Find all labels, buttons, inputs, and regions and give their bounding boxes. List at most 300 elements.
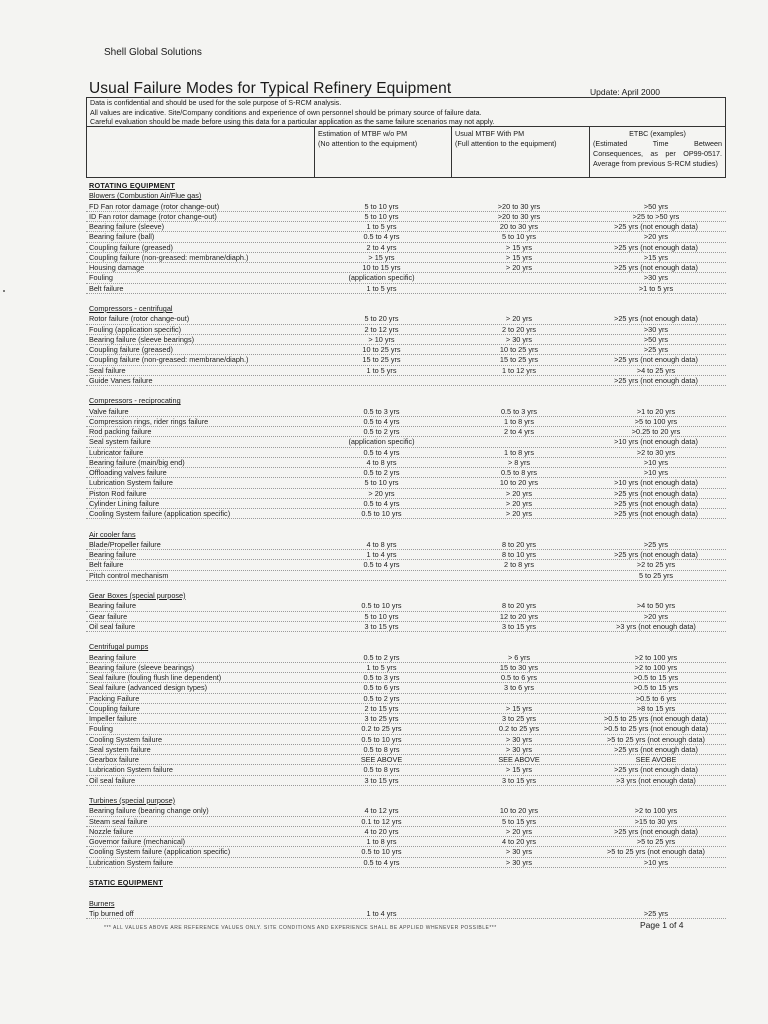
failure-mode-cell: Belt failure (89, 560, 124, 570)
mtbf-no-pm-cell: 15 to 25 yrs (362, 355, 401, 365)
mtbf-no-pm-cell: 5 to 20 yrs (364, 314, 399, 324)
header-etbc (589, 127, 725, 177)
failure-mode-cell: Seal failure (fouling flush line dependent) (89, 673, 222, 682)
etbc-cell: >5 to 25 yrs (not enough data) (607, 847, 705, 857)
mtbf-pm-cell: 3 to 15 yrs (501, 775, 537, 785)
mtbf-pm-cell: > 20 yrs (505, 826, 533, 836)
etbc-cell: >25 yrs (not enough data) (614, 222, 698, 231)
table-row (86, 858, 726, 868)
table-row (86, 683, 726, 693)
failure-mode-cell: Rod packing failure (89, 427, 152, 436)
mtbf-no-pm-cell: 1 to 4 yrs (366, 908, 397, 918)
failure-mode-cell: Piston Rod failure (89, 488, 147, 498)
table-row (86, 735, 726, 745)
table-row (86, 243, 726, 253)
mtbf-pm-cell: >20 to 30 yrs (497, 211, 541, 221)
table-row (86, 663, 726, 673)
section-label: STATIC EQUIPMENT (89, 878, 163, 887)
mtbf-pm-cell: >20 to 30 yrs (497, 201, 541, 211)
table-row (86, 837, 726, 847)
failure-mode-cell: Lubrication System failure (89, 857, 173, 867)
header-subtitle: (Estimated Time Between Consequences, as per OP99-0517. Average from previous S-RCM studies) (593, 139, 722, 168)
failure-mode-cell: Coupling failure (non-greased: membrane/diaph.) (89, 355, 249, 365)
group-label: Air cooler fans (89, 529, 136, 539)
mtbf-no-pm-cell: (application specific) (348, 437, 415, 447)
etbc-cell: >25 yrs (not enough data) (614, 242, 698, 252)
etbc-cell: >10 yrs (643, 468, 669, 477)
mtbf-no-pm-cell: 0.5 to 2 yrs (363, 468, 400, 477)
table-row (86, 366, 726, 376)
etbc-cell: >8 to 15 yrs (636, 703, 676, 713)
etbc-cell: >4 to 25 yrs (636, 365, 676, 375)
etbc-cell: >25 yrs (not enough data) (614, 498, 698, 508)
mtbf-pm-cell: 4 to 20 yrs (501, 837, 537, 846)
mtbf-no-pm-cell: 0.2 to 25 yrs (361, 724, 402, 734)
mtbf-no-pm-cell: 2 to 4 yrs (366, 242, 397, 252)
etbc-cell: >30 yrs (643, 273, 669, 283)
etbc-cell: >1 to 20 yrs (636, 406, 676, 416)
etbc-cell: >50 yrs (643, 334, 669, 344)
table-row (86, 417, 726, 427)
failure-mode-cell: Bearing failure (89, 652, 137, 662)
failure-mode-cell: Tip burned off (89, 908, 134, 918)
failure-mode-cell: Bearing failure (sleeve) (89, 222, 165, 231)
scan-speck (3, 290, 5, 292)
table-row (86, 458, 726, 468)
table-header (86, 126, 726, 178)
mtbf-no-pm-cell: 0.5 to 4 yrs (363, 232, 400, 242)
group-heading (86, 796, 726, 806)
table-row (86, 694, 726, 704)
mtbf-no-pm-cell: 0.5 to 8 yrs (363, 765, 400, 775)
disclaimer-line: Data is confidential and should be used for the sole purpose of S-RCM analysis. (90, 99, 342, 107)
table-row (86, 909, 726, 919)
etbc-cell: >50 yrs (643, 201, 669, 211)
table-row (86, 612, 726, 622)
mtbf-no-pm-cell: > 20 yrs (368, 488, 395, 498)
mtbf-no-pm-cell: 1 to 8 yrs (366, 837, 397, 846)
failure-mode-cell: Valve failure (89, 406, 129, 416)
table-row (86, 765, 726, 775)
header-subtitle: (Full attention to the equipment) (455, 139, 557, 148)
failure-mode-cell: Seal system failure (89, 437, 151, 447)
table-row (86, 724, 726, 734)
table-row (86, 550, 726, 560)
failure-mode-cell: Blade/Propeller failure (89, 539, 161, 549)
section-heading (86, 181, 726, 191)
etbc-cell: >0.5 to 15 yrs (633, 683, 679, 693)
mtbf-no-pm-cell: 0.5 to 2 yrs (363, 427, 400, 436)
mtbf-no-pm-cell: 4 to 8 yrs (366, 457, 397, 467)
table-row (86, 704, 726, 714)
failure-mode-cell: Cooling System failure (application specific) (89, 847, 231, 857)
mtbf-no-pm-cell: 2 to 15 yrs (364, 703, 399, 713)
mtbf-pm-cell: 15 to 30 yrs (499, 662, 539, 672)
spacer-row (86, 294, 726, 304)
mtbf-no-pm-cell: 0.5 to 6 yrs (363, 683, 400, 693)
mtbf-pm-cell: 8 to 10 yrs (501, 550, 537, 559)
etbc-cell: 5 to 25 yrs (638, 570, 674, 580)
group-heading (86, 191, 726, 201)
failure-mode-cell: Oil seal failure (89, 621, 136, 631)
table-row (86, 509, 726, 519)
etbc-cell: >25 yrs (not enough data) (614, 375, 698, 385)
etbc-cell: >25 yrs (not enough data) (614, 355, 698, 365)
disclaimer-notes (86, 97, 726, 128)
etbc-cell: >10 yrs (not enough data) (614, 478, 698, 488)
mtbf-pm-cell: 1 to 8 yrs (503, 447, 534, 457)
etbc-cell: >2 to 100 yrs (634, 652, 678, 662)
mtbf-pm-cell: 8 to 20 yrs (501, 601, 537, 611)
header-mtbf-pm (451, 127, 589, 177)
group-heading (86, 304, 726, 314)
mtbf-no-pm-cell: 0.5 to 4 yrs (363, 857, 400, 867)
mtbf-no-pm-cell: 5 to 10 yrs (364, 201, 399, 211)
etbc-cell: >25 yrs (not enough data) (614, 509, 698, 518)
failure-mode-cell: Seal system failure (89, 744, 151, 754)
table-row (86, 755, 726, 765)
mtbf-no-pm-cell: 0.5 to 10 yrs (361, 509, 402, 518)
mtbf-no-pm-cell: 1 to 4 yrs (366, 550, 397, 559)
mtbf-no-pm-cell: 1 to 5 yrs (366, 365, 397, 375)
mtbf-pm-cell: > 30 yrs (505, 857, 533, 867)
mtbf-pm-cell: 12 to 20 yrs (499, 611, 539, 621)
failure-modes-table (86, 181, 726, 919)
group-heading (86, 530, 726, 540)
mtbf-no-pm-cell: 0.5 to 4 yrs (363, 447, 400, 457)
etbc-cell: >4 to 50 yrs (636, 601, 676, 611)
table-row (86, 212, 726, 222)
etbc-cell: SEE AVOBE (635, 755, 677, 764)
table-row (86, 376, 726, 386)
mtbf-pm-cell: 0.5 to 8 yrs (500, 468, 538, 477)
mtbf-pm-cell: 0.5 to 6 yrs (500, 673, 538, 682)
header-title: Estimation of MTBF w/o PM (318, 129, 408, 138)
mtbf-pm-cell: 2 to 20 yrs (501, 324, 537, 334)
failure-mode-cell: Steam seal failure (89, 816, 148, 826)
table-row (86, 202, 726, 212)
etbc-cell: >25 yrs (643, 345, 669, 354)
etbc-cell: >10 yrs (643, 857, 669, 867)
etbc-cell: >5 to 25 yrs (636, 837, 676, 846)
etbc-cell: >2 to 25 yrs (636, 560, 676, 570)
etbc-cell: >5 to 25 yrs (not enough data) (607, 734, 705, 744)
mtbf-pm-cell: > 20 yrs (505, 488, 533, 498)
failure-mode-cell: Packing Failure (89, 693, 140, 703)
spacer-row (86, 519, 726, 529)
mtbf-no-pm-cell: 1 to 5 yrs (366, 662, 397, 672)
mtbf-pm-cell: SEE ABOVE (498, 755, 540, 764)
group-heading (86, 899, 726, 909)
failure-mode-cell: Seal failure (89, 365, 126, 375)
group-label: Compressors - centrifugal (89, 304, 173, 313)
mtbf-no-pm-cell: 10 to 15 yrs (362, 263, 401, 272)
failure-mode-cell: Bearing failure (89, 550, 137, 559)
etbc-cell: >25 yrs (643, 908, 669, 918)
table-row (86, 499, 726, 509)
mtbf-pm-cell: > 15 yrs (505, 765, 533, 775)
mtbf-no-pm-cell: SEE ABOVE (360, 755, 403, 764)
failure-mode-cell: Offloading valves failure (89, 468, 167, 477)
group-label: Blowers (Combustion Air/Flue gas) (89, 191, 202, 201)
spacer-row (86, 386, 726, 396)
etbc-cell: >2 to 100 yrs (634, 806, 678, 816)
group-label: Turbines (special purpose) (89, 796, 176, 805)
etbc-cell: >20 yrs (643, 611, 669, 621)
update-date: Update: April 2000 (590, 87, 660, 97)
mtbf-pm-cell: 5 to 10 yrs (501, 232, 537, 242)
mtbf-pm-cell: 10 to 20 yrs (499, 478, 539, 488)
failure-mode-cell: FD Fan rotor damage (rotor change-out) (89, 201, 220, 211)
failure-mode-cell: Coupling failure (89, 703, 140, 713)
group-heading (86, 591, 726, 601)
table-row (86, 653, 726, 663)
etbc-cell: >15 yrs (643, 252, 669, 262)
table-row (86, 817, 726, 827)
etbc-cell: >25 yrs (not enough data) (614, 744, 698, 754)
etbc-cell: >0.25 to 20 yrs (631, 427, 681, 436)
failure-mode-cell: Bearing failure (ball) (89, 232, 155, 242)
mtbf-no-pm-cell: 0.5 to 10 yrs (361, 734, 402, 744)
mtbf-pm-cell: 0.2 to 25 yrs (498, 724, 540, 734)
etbc-cell: >25 yrs (not enough data) (614, 314, 698, 324)
mtbf-pm-cell: > 20 yrs (505, 314, 533, 324)
failure-mode-cell: Coupling failure (non-greased: membrane/diaph.) (89, 252, 249, 262)
etbc-cell: >25 to >50 yrs (632, 211, 680, 221)
mtbf-pm-cell: > 20 yrs (505, 509, 533, 518)
table-row (86, 560, 726, 570)
mtbf-no-pm-cell: > 10 yrs (368, 334, 395, 344)
mtbf-no-pm-cell: 0.5 to 8 yrs (363, 744, 400, 754)
failure-mode-cell: Fouling (application specific) (89, 324, 182, 334)
mtbf-pm-cell: 2 to 8 yrs (503, 560, 534, 570)
etbc-cell: >2 to 30 yrs (636, 447, 676, 457)
mtbf-pm-cell: > 15 yrs (505, 252, 533, 262)
mtbf-no-pm-cell: 3 to 15 yrs (364, 621, 399, 631)
mtbf-no-pm-cell: 0.5 to 2 yrs (363, 652, 400, 662)
table-row (86, 478, 726, 488)
mtbf-no-pm-cell: 0.5 to 3 yrs (363, 673, 400, 682)
etbc-cell: >15 to 30 yrs (634, 816, 678, 826)
group-label: Centrifugal pumps (89, 642, 149, 652)
table-row (86, 263, 726, 273)
etbc-cell: >1 to 5 yrs (638, 283, 674, 293)
failure-mode-cell: Oil seal failure (89, 775, 136, 785)
etbc-cell: >0.5 to 15 yrs (633, 673, 679, 682)
mtbf-pm-cell: 5 to 15 yrs (501, 816, 537, 826)
mtbf-pm-cell: > 20 yrs (505, 263, 533, 272)
disclaimer-line: All values are indicative. Site/Company conditions and experience of own personnel should be primary source of failure data. (90, 108, 482, 117)
mtbf-no-pm-cell: > 15 yrs (368, 252, 395, 262)
mtbf-no-pm-cell: 5 to 10 yrs (364, 211, 399, 221)
etbc-cell: >25 yrs (not enough data) (614, 826, 698, 836)
mtbf-pm-cell: > 15 yrs (505, 242, 533, 252)
mtbf-pm-cell: > 30 yrs (505, 744, 533, 754)
mtbf-pm-cell: 1 to 8 yrs (503, 416, 534, 426)
failure-mode-cell: Fouling (89, 273, 113, 283)
table-row (86, 776, 726, 786)
mtbf-pm-cell: > 20 yrs (505, 498, 533, 508)
table-row (86, 448, 726, 458)
failure-mode-cell: Bearing failure (sleeve bearings) (89, 334, 195, 344)
mtbf-pm-cell: > 30 yrs (505, 334, 533, 344)
mtbf-no-pm-cell: 2 to 12 yrs (364, 324, 399, 334)
failure-mode-cell: Rotor failure (rotor change-out) (89, 314, 190, 324)
failure-mode-cell: Cooling System failure (application specific) (89, 509, 231, 518)
failure-mode-cell: Coupling failure (greased) (89, 345, 173, 354)
document-title: Usual Failure Modes for Typical Refinery Equipment (89, 80, 452, 97)
mtbf-no-pm-cell: 0.5 to 4 yrs (363, 560, 400, 570)
mtbf-no-pm-cell: 0.5 to 3 yrs (363, 406, 400, 416)
mtbf-pm-cell: 0.5 to 3 yrs (500, 406, 538, 416)
failure-mode-cell: Pitch control mechanism (89, 570, 169, 580)
mtbf-pm-cell: > 30 yrs (505, 734, 533, 744)
mtbf-pm-cell: 1 to 12 yrs (501, 365, 537, 375)
table-row (86, 345, 726, 355)
header-title: Usual MTBF With PM (455, 129, 525, 138)
etbc-cell: >0.5 to 6 yrs (635, 693, 677, 703)
table-row (86, 745, 726, 755)
etbc-cell: >25 yrs (not enough data) (614, 765, 698, 775)
etbc-cell: >5 to 100 yrs (634, 416, 678, 426)
mtbf-no-pm-cell: 4 to 20 yrs (364, 826, 399, 836)
mtbf-no-pm-cell: 1 to 5 yrs (366, 283, 397, 293)
table-row (86, 427, 726, 437)
spacer-row (86, 786, 726, 796)
mtbf-no-pm-cell: 4 to 8 yrs (366, 539, 397, 549)
failure-mode-cell: Lubrication System failure (89, 478, 173, 488)
mtbf-no-pm-cell: 0.5 to 2 yrs (363, 693, 400, 703)
mtbf-pm-cell: 3 to 6 yrs (503, 683, 534, 693)
spacer-row (86, 581, 726, 591)
table-row (86, 847, 726, 857)
mtbf-no-pm-cell: 0.1 to 12 yrs (361, 816, 402, 826)
table-row (86, 601, 726, 611)
failure-mode-cell: Impeller failure (89, 714, 137, 723)
table-row (86, 284, 726, 294)
section-heading (86, 878, 726, 888)
failure-mode-cell: Seal failure (advanced design types) (89, 683, 208, 693)
table-row (86, 407, 726, 417)
company-name: Shell Global Solutions (104, 47, 202, 58)
etbc-cell: >25 yrs (not enough data) (614, 550, 698, 559)
failure-mode-cell: Lubrication System failure (89, 765, 173, 775)
mtbf-no-pm-cell: 0.5 to 10 yrs (361, 601, 402, 611)
table-row (86, 622, 726, 632)
table-row (86, 253, 726, 263)
mtbf-pm-cell: 3 to 15 yrs (501, 621, 537, 631)
failure-mode-cell: Compression rings, rider rings failure (89, 416, 209, 426)
failure-mode-cell: Bearing failure (89, 601, 137, 611)
mtbf-no-pm-cell: 0.5 to 10 yrs (361, 847, 402, 857)
failure-mode-cell: Guide Vanes failure (89, 375, 153, 385)
table-row (86, 335, 726, 345)
table-row (86, 673, 726, 683)
mtbf-pm-cell: > 30 yrs (505, 847, 533, 857)
etbc-cell: >0.5 to 25 yrs (not enough data) (603, 724, 709, 734)
table-row (86, 540, 726, 550)
failure-mode-cell: Nozzle failure (89, 826, 134, 836)
table-row (86, 222, 726, 232)
failure-mode-cell: Bearing failure (bearing change only) (89, 806, 209, 816)
mtbf-no-pm-cell: 4 to 12 yrs (364, 806, 399, 816)
mtbf-pm-cell: > 8 yrs (507, 457, 531, 467)
failure-mode-cell: Fouling (89, 724, 113, 734)
failure-mode-cell: Coupling failure (greased) (89, 242, 173, 252)
mtbf-pm-cell: 10 to 20 yrs (499, 806, 539, 816)
group-label: Gear Boxes (special purpose) (89, 591, 186, 600)
mtbf-no-pm-cell: 3 to 25 yrs (364, 714, 399, 723)
mtbf-no-pm-cell: 5 to 10 yrs (364, 611, 399, 621)
mtbf-pm-cell: 15 to 25 yrs (499, 355, 539, 365)
etbc-cell: >10 yrs (643, 457, 669, 467)
etbc-cell: >25 yrs (643, 539, 669, 549)
failure-mode-cell: Belt failure (89, 283, 124, 293)
mtbf-pm-cell: > 6 yrs (507, 652, 531, 662)
table-row (86, 571, 726, 581)
table-row (86, 273, 726, 283)
etbc-cell: >30 yrs (643, 324, 669, 334)
failure-mode-cell: Bearing failure (sleeve bearings) (89, 662, 195, 672)
mtbf-no-pm-cell: 10 to 25 yrs (362, 345, 401, 354)
table-row (86, 232, 726, 242)
group-label: Burners (89, 898, 115, 908)
spacer-row (86, 868, 726, 878)
group-heading (86, 396, 726, 406)
etbc-cell: >10 yrs (not enough data) (614, 437, 698, 447)
mtbf-pm-cell: 8 to 20 yrs (501, 539, 537, 549)
mtbf-no-pm-cell: 3 to 15 yrs (364, 775, 399, 785)
etbc-cell: >3 yrs (not enough data) (616, 775, 696, 785)
failure-mode-cell: Lubricator failure (89, 447, 144, 457)
failure-mode-cell: Bearing failure (main/big end) (89, 457, 185, 467)
etbc-cell: >2 to 100 yrs (634, 662, 678, 672)
mtbf-no-pm-cell: 5 to 10 yrs (364, 478, 399, 488)
table-row (86, 806, 726, 816)
mtbf-no-pm-cell: (application specific) (348, 273, 415, 283)
disclaimer-line: Careful evaluation should be made before using this data for a particular application as the same failure scenarios may not apply. (90, 118, 495, 127)
spacer-row (86, 888, 726, 898)
failure-mode-cell: Gearbox failure (89, 755, 139, 764)
header-title: ETBC (examples) (629, 129, 686, 138)
header-mtbf-no-pm (314, 127, 451, 177)
table-row (86, 314, 726, 324)
mtbf-pm-cell: 20 to 30 yrs (499, 222, 539, 231)
etbc-cell: >0.5 to 25 yrs (not enough data) (603, 714, 709, 723)
footnote: *** ALL VALUES ABOVE ARE REFERENCE VALUES ONLY. SITE CONDITIONS AND EXPERIENCE SHALL BE APPLIED WHENEVER POSSIBLE*** (104, 925, 497, 931)
mtbf-pm-cell: 10 to 25 yrs (499, 345, 539, 354)
table-row (86, 489, 726, 499)
failure-mode-cell: Cooling System failure (89, 734, 163, 744)
failure-mode-cell: Gear failure (89, 611, 128, 621)
table-row (86, 325, 726, 335)
failure-mode-cell: ID Fan rotor damage (rotor change-out) (89, 211, 217, 221)
group-heading (86, 642, 726, 652)
group-label: Compressors - reciprocating (89, 396, 181, 406)
etbc-cell: >20 yrs (643, 232, 669, 242)
mtbf-no-pm-cell: 1 to 5 yrs (366, 222, 397, 231)
table-row (86, 714, 726, 724)
failure-mode-cell: Cylinder Lining failure (89, 498, 160, 508)
mtbf-pm-cell: > 15 yrs (505, 703, 533, 713)
failure-mode-cell: Governor failure (mechanical) (89, 837, 186, 846)
etbc-cell: >25 yrs (not enough data) (614, 488, 698, 498)
table-row (86, 827, 726, 837)
page-number: Page 1 of 4 (640, 920, 684, 930)
etbc-cell: >25 yrs (not enough data) (614, 263, 698, 272)
section-label: ROTATING EQUIPMENT (89, 181, 176, 190)
mtbf-pm-cell: 3 to 25 yrs (501, 714, 537, 723)
